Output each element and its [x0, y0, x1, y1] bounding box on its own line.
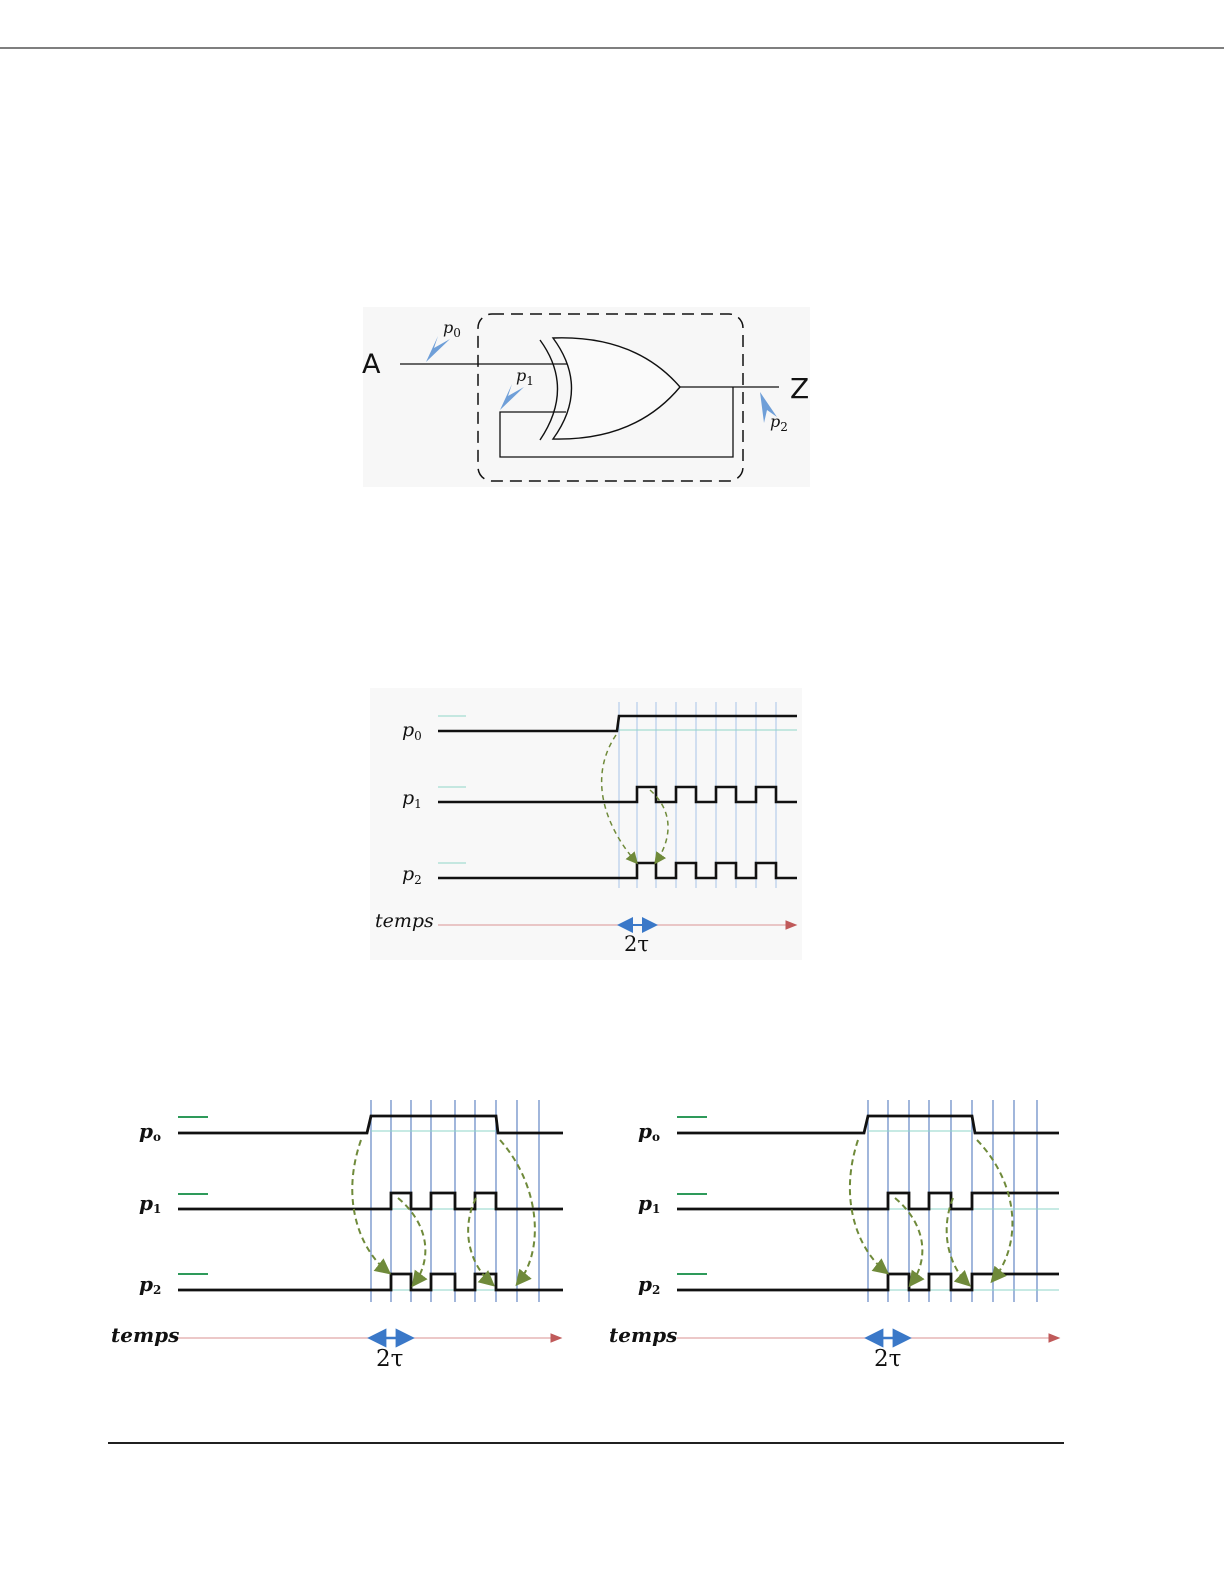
period-label-left: 2τ [376, 1346, 404, 1372]
timing-right-teal [868, 1131, 1059, 1290]
label-left-p2: p2 [139, 1272, 162, 1297]
period-label-right: 2τ [874, 1346, 902, 1372]
time-label-single: temps [375, 910, 434, 932]
timing-left-green-ticks [178, 1117, 208, 1274]
causal-right-3 [947, 1198, 968, 1284]
label-right-p0: po [638, 1119, 660, 1144]
period-label-single: 2τ [624, 932, 649, 956]
input-label-A: A [362, 349, 381, 380]
time-label-right: temps [609, 1323, 678, 1347]
label-single-p1: $p_1$ [402, 787, 422, 811]
label-right-p1: p1 [638, 1191, 661, 1216]
causal-left-2 [398, 1198, 425, 1284]
timing-right-green-ticks [677, 1117, 707, 1274]
probe-p0-label: $p_0$ [443, 318, 461, 340]
timing-diagram-right [609, 1100, 1059, 1372]
probe-p2-label: $p_2$ [770, 412, 788, 434]
timing-diagram-left [111, 1100, 563, 1372]
output-label-Z: Z [790, 372, 810, 405]
causal-left-1 [352, 1140, 388, 1272]
circuit-diagram [362, 307, 810, 487]
probe-p1-label: $p_1$ [516, 366, 534, 388]
label-left-p1: p1 [139, 1191, 162, 1216]
label-right-p2: p2 [638, 1272, 661, 1297]
label-single-p0: $p_0$ [402, 719, 422, 743]
causal-right-4 [977, 1140, 1012, 1280]
label-single-p2: $p_2$ [402, 863, 422, 887]
label-left-p0: po [139, 1119, 161, 1144]
time-label-left: temps [111, 1323, 180, 1347]
timing-diagram-single [370, 688, 802, 960]
timing-single-background [370, 688, 802, 960]
causal-left-3 [468, 1198, 492, 1284]
